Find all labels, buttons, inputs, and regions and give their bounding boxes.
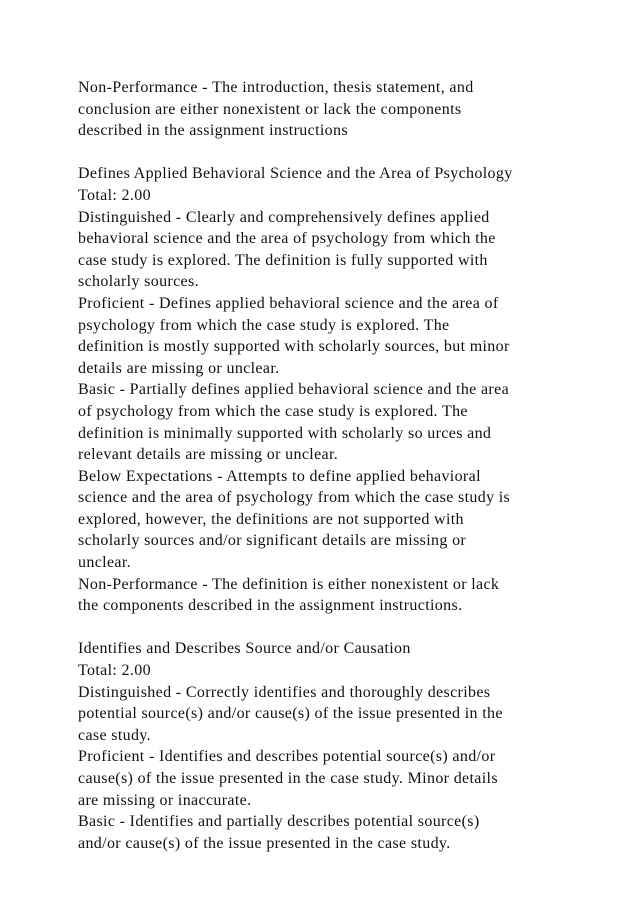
text-line: explored, however, the definitions are not supported with xyxy=(78,510,464,528)
text-line: cause(s) of the issue presented in the case study. Minor details xyxy=(78,770,498,787)
text-line: Non-Performance - The definition is either nonexistent or lack xyxy=(78,575,500,593)
criterion-total: Total: 2.00 xyxy=(78,186,151,204)
document-page xyxy=(78,77,623,854)
text-line: Distinguished - Correctly identifies and thoroughly describes xyxy=(78,683,491,701)
criterion-title: Identifies and Describes Source and/or Causation xyxy=(78,640,411,658)
text-line: case study. xyxy=(78,726,152,744)
text-line: are missing or inaccurate. xyxy=(78,791,252,809)
criterion-total: Total: 2.00 xyxy=(78,662,151,680)
text-line: Proficient - Defines applied behavioral science and the area of xyxy=(78,294,499,312)
text-line: definition is minimally supported with scholarly so urces and xyxy=(78,424,492,442)
text-line: scholarly sources. xyxy=(78,273,199,291)
text-line: relevant details are missing or unclear. xyxy=(78,446,339,464)
text-line: Distinguished - Clearly and comprehensively defines applied xyxy=(78,208,490,226)
text-line: and/or cause(s) of the issue presented in the case study. xyxy=(78,834,451,852)
text-line: of psychology from which the case study is explored. The xyxy=(78,402,468,420)
applied-behavioral-science-criterion xyxy=(78,163,623,616)
paragraph-gap xyxy=(78,617,623,639)
text-line: behavioral science and the area of psychology from which the xyxy=(78,230,496,248)
text-line: science and the area of psychology from which the case study is xyxy=(78,489,511,507)
paragraph-gap xyxy=(78,142,623,164)
text-line: scholarly sources and/or significant details are missing or xyxy=(78,532,467,550)
text-line: unclear. xyxy=(78,554,131,572)
text-line: the components described in the assignment instructions. xyxy=(78,597,463,615)
text-line: Below Expectations - Attempts to define applied behavioral xyxy=(78,467,481,485)
text-line: Basic - Partially defines applied behavioral science and the area xyxy=(78,381,510,399)
text-line: psychology from which the case study is explored. The xyxy=(78,316,450,334)
source-causation-criterion xyxy=(78,638,623,854)
text-line: Basic - Identifies and partially describes potential source(s) xyxy=(78,813,480,831)
text-line: conclusion are either nonexistent or lack the components xyxy=(78,100,462,118)
text-line: case study is explored. The definition is fully supported with xyxy=(78,251,488,269)
text-line: described in the assignment instructions xyxy=(78,122,348,140)
non-performance-intro-block xyxy=(78,77,623,142)
text-line: details are missing or unclear. xyxy=(78,359,280,377)
text-line: Proficient - Identifies and describes potential source(s) and/or xyxy=(78,748,496,766)
criterion-title: Defines Applied Behavioral Science and the Area of Psychology xyxy=(78,165,513,183)
text-line: potential source(s) and/or cause(s) of the issue presented in the xyxy=(78,705,503,723)
text-line: definition is mostly supported with scholarly sources, but minor xyxy=(78,338,510,356)
text-line: Non-Performance - The introduction, thesis statement, and xyxy=(78,79,474,96)
